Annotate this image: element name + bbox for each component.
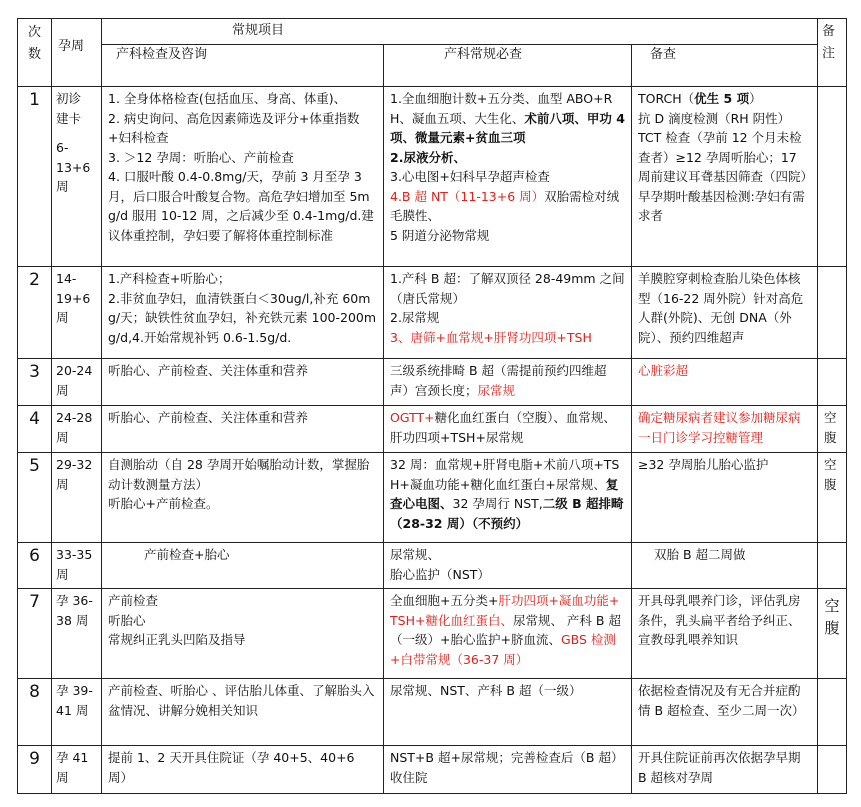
header-note-label: 备注 bbox=[822, 24, 836, 61]
week-line: 41 周 bbox=[56, 702, 89, 718]
week-line: 24-28 bbox=[56, 410, 93, 425]
week-line: 20-24 bbox=[56, 363, 93, 378]
week-line: 孕 41 bbox=[56, 750, 89, 765]
table-row bbox=[18, 87, 847, 267]
table-row bbox=[18, 359, 847, 406]
visit-number: 3 bbox=[18, 359, 52, 406]
week-line: 33-35 bbox=[56, 547, 93, 562]
required-cell bbox=[384, 359, 632, 406]
visit-number: 6 bbox=[18, 543, 52, 589]
required-text-red: 尿常规 bbox=[477, 382, 516, 398]
exam-cell: 产前检查+胎心 bbox=[102, 543, 384, 589]
table-row bbox=[18, 679, 847, 746]
prenatal-schedule-table bbox=[17, 18, 847, 794]
backup-cell: ≥32 孕周胎儿胎心监护 bbox=[632, 453, 818, 543]
required-cell bbox=[384, 589, 632, 679]
backup-cell: 心脏彩超 bbox=[632, 359, 818, 406]
required-cell: NST+B 超+尿常规；完善检查后（B 超）收住院 bbox=[384, 746, 632, 794]
visit-number: 9 bbox=[18, 746, 52, 794]
exam-item: 听胎心+产前检查。 bbox=[108, 496, 219, 511]
exam-item: 4. 口服叶酸 0.4-0.8mg/天，孕前 3 月至孕 3 月，后口服合叶酸复合物。高危孕妇增加至 5mg/d 服用 10-12 周，之后减少至 0.4-1mg/d.建议体重控制，孕妇要了解将体重控制标准 bbox=[108, 169, 374, 243]
visit-number: 1 bbox=[18, 87, 52, 267]
exam-cell bbox=[102, 267, 384, 359]
week-line: 周 bbox=[56, 566, 69, 582]
header-exam bbox=[102, 45, 384, 87]
exam-cell: 听胎心、产前检查、关注体重和营养 bbox=[102, 406, 384, 453]
header-row-1 bbox=[18, 19, 847, 45]
week-line: 38 周 bbox=[56, 612, 89, 628]
week-line: 周 bbox=[56, 476, 69, 492]
required-text-red: 4.B 超 NT（11-13+6 周） bbox=[390, 188, 545, 204]
exam-item: 2.非贫血孕妇，血清铁蛋白＜30ug/l,补充 60mg/天；缺铁性贫血孕妇，补充铁元素 100-200mg/d,4.开始常规补钙 0.6-1.5g/d. bbox=[108, 290, 377, 345]
week-line: 建卡 bbox=[56, 110, 82, 126]
required-cell: 尿常规、NST、产科 B 超（一级） bbox=[384, 679, 632, 746]
note-cell bbox=[818, 359, 847, 406]
required-text: 尿常规、 bbox=[390, 547, 441, 562]
header-note bbox=[818, 19, 847, 87]
table-row bbox=[18, 406, 847, 453]
required-text: 3.心电图+妇科早孕超声检查 bbox=[390, 169, 550, 184]
visit-week bbox=[52, 267, 102, 359]
backup-text: 早孕期叶酸基因检测:孕妇有需求者 bbox=[638, 188, 805, 223]
required-text: 1.产科 B 超：了解双顶径 28-49mm 之间（唐氏常规） bbox=[390, 271, 625, 306]
header-times bbox=[18, 19, 52, 87]
backup-text: 抗 D 滴度检测（RH 阴性） bbox=[638, 110, 791, 126]
table-row bbox=[18, 267, 847, 359]
note-cell bbox=[818, 679, 847, 746]
visit-week bbox=[52, 543, 102, 589]
backup-cell: 依据检查情况及有无合并症酌情 B 超检查、至少二周一次） bbox=[632, 679, 818, 746]
backup-text: ） bbox=[749, 91, 762, 106]
visit-number: 8 bbox=[18, 679, 52, 746]
note-cell bbox=[818, 87, 847, 267]
required-text: 2.尿常规 bbox=[390, 310, 440, 325]
backup-cell: 羊膜腔穿刺检查胎儿染色体核型（16-22 周外院）针对高危人群(外院)、无创 DNA（外院）、预约四维超声 bbox=[632, 267, 818, 359]
week-line: 周 bbox=[56, 179, 69, 194]
required-text: 三级系统排畸 B 超（需提前预约四维超声）宫颈长度； bbox=[390, 363, 607, 398]
exam-cell: 提前 1、2 天开具住院证（孕 40+5、40+6 周） bbox=[102, 746, 384, 794]
header-required bbox=[384, 45, 632, 87]
backup-cell: 确定糖尿病者建议参加糖尿病一日门诊学习控糖管理 bbox=[632, 406, 818, 453]
required-text: 1.全血细胞计数+五分类、血型 ABO+RH、凝血五项、大生化、 bbox=[390, 91, 613, 126]
header-week-label: 孕周 bbox=[58, 39, 85, 54]
backup-text: TCT 检查（孕前 12 个月未检查者）≥12 孕周听胎心；17 周前建议耳聋基因筛查（四院） bbox=[638, 130, 814, 184]
note-cell bbox=[818, 267, 847, 359]
required-text: 糖化血红蛋白（空腹）、血常规、肝功四项+TSH+尿常规 bbox=[390, 410, 616, 445]
week-line: 周 bbox=[56, 382, 69, 398]
required-text: 32 孕周行 NST, bbox=[452, 496, 543, 511]
header-backup bbox=[632, 45, 818, 87]
week-line: 周 bbox=[56, 429, 69, 445]
table-row bbox=[18, 453, 847, 543]
required-text-red: OGTT+ bbox=[390, 410, 435, 425]
exam-cell: 听胎心、产前检查、关注体重和营养 bbox=[102, 359, 384, 406]
header-group bbox=[102, 19, 818, 45]
required-cell bbox=[384, 406, 632, 453]
week-line: 29-32 bbox=[56, 457, 93, 472]
note-cell: 空腹 bbox=[818, 406, 847, 453]
backup-cell: 双胎 B 超二周做 bbox=[632, 543, 818, 589]
week-line: 13+6 bbox=[56, 159, 91, 175]
required-cell bbox=[384, 87, 632, 267]
required-text: 32 周：血常规+肝肾电脂+术前八项+TSH+凝血功能+糖化血红蛋白+尿常规、 bbox=[390, 457, 620, 492]
note-cell bbox=[818, 543, 847, 589]
note-cell: 空腹 bbox=[818, 589, 847, 679]
week-line: 6- bbox=[56, 140, 69, 155]
exam-item: 3. ＞12 孕周：听胎心、产前检查 bbox=[108, 149, 294, 165]
visit-number: 2 bbox=[18, 267, 52, 359]
exam-item: 自测胎动（自 28 孕周开始嘱胎动计数，掌握胎动计数测量方法） bbox=[108, 457, 370, 492]
visit-week bbox=[52, 746, 102, 794]
exam-cell bbox=[102, 589, 384, 679]
required-text-bold: 2.尿液分析、 bbox=[390, 149, 466, 165]
week-line: 周 bbox=[56, 769, 69, 785]
visit-week bbox=[52, 359, 102, 406]
visit-week bbox=[52, 453, 102, 543]
header-exam-label: 产科检查及咨询 bbox=[116, 47, 208, 62]
exam-item: 1.产科检查+听胎心； bbox=[108, 271, 231, 286]
exam-cell bbox=[102, 87, 384, 267]
header-row-2 bbox=[18, 45, 847, 87]
backup-cell: 开具母乳喂养门诊，评估乳房条件，乳头扁平者给予纠正、宣教母乳喂养知识 bbox=[632, 589, 818, 679]
backup-text-bold: 优生 5 项 bbox=[694, 91, 750, 106]
backup-cell bbox=[632, 87, 818, 267]
note-cell bbox=[818, 746, 847, 794]
backup-cell: 开具住院证前再次依据孕早期 B 超核对孕周 bbox=[632, 746, 818, 794]
table-row bbox=[18, 543, 847, 589]
required-text-bold: 复查心电图、 bbox=[390, 476, 619, 511]
required-text-bold: 术前八项、甲功 4 项、微量元素+贫血三项 bbox=[390, 110, 625, 145]
header-required-label: 产科常规必查 bbox=[444, 47, 523, 62]
required-text: 胎心监护（NST） bbox=[390, 566, 490, 582]
visit-week bbox=[52, 679, 102, 746]
required-cell bbox=[384, 267, 632, 359]
table-row bbox=[18, 589, 847, 679]
visit-number: 5 bbox=[18, 453, 52, 543]
required-text-red: GBS 检测+白带常规（36-37 周） bbox=[390, 632, 616, 667]
required-text: 尿常规、 产科 B 超（一级）+胎心监护+脐血流、 bbox=[390, 612, 621, 647]
required-text-red: 3、唐筛+血常规+肝肾功四项+TSH bbox=[390, 329, 592, 345]
exam-item: 产前检查 bbox=[108, 593, 159, 608]
table-row bbox=[18, 746, 847, 794]
exam-cell bbox=[102, 453, 384, 543]
week-line: 孕 36- bbox=[56, 593, 93, 608]
exam-item: 1. 全身体格检查(包括血压、身高、体重)、 bbox=[108, 91, 347, 106]
required-cell bbox=[384, 543, 632, 589]
week-line: 19+6 bbox=[56, 290, 91, 306]
required-cell bbox=[384, 453, 632, 543]
required-text: 5 阴道分泌物常规 bbox=[390, 227, 490, 243]
exam-item: 常规纠正乳头凹陷及指导 bbox=[108, 632, 246, 647]
header-backup-label: 备查 bbox=[650, 47, 677, 62]
week-line: 孕 39- bbox=[56, 683, 93, 698]
required-text-red: 肝功四项+凝血功能+TSH+糖化血红蛋白、 bbox=[390, 593, 620, 628]
week-line: 初诊 bbox=[56, 91, 82, 106]
visit-number: 4 bbox=[18, 406, 52, 453]
exam-item: 听胎心 bbox=[108, 612, 146, 628]
exam-item: 2. 病史询问、高危因素筛选及评分+体重指数+妇科检查 bbox=[108, 110, 360, 145]
visit-week bbox=[52, 87, 102, 267]
required-text: 双胎需检对绒毛膜性、 bbox=[390, 188, 620, 223]
required-text: 全血细胞+五分类+ bbox=[390, 593, 499, 608]
exam-cell: 产前检查、听胎心 、评估胎儿体重、了解胎头入盆情况、讲解分娩相关知识 bbox=[102, 679, 384, 746]
required-text-bold: 二级 B 超排畸（28-32 周）（不预约） bbox=[390, 496, 624, 531]
visit-number: 7 bbox=[18, 589, 52, 679]
header-times-label: 次数 bbox=[27, 25, 41, 62]
week-line: 14- bbox=[56, 271, 77, 286]
header-week bbox=[52, 19, 102, 87]
note-cell: 空腹 bbox=[818, 453, 847, 543]
header-group-label: 常规项目 bbox=[232, 23, 285, 38]
visit-week bbox=[52, 589, 102, 679]
week-line: 周 bbox=[56, 310, 69, 325]
backup-text: TORCH（ bbox=[638, 91, 695, 106]
visit-week bbox=[52, 406, 102, 453]
